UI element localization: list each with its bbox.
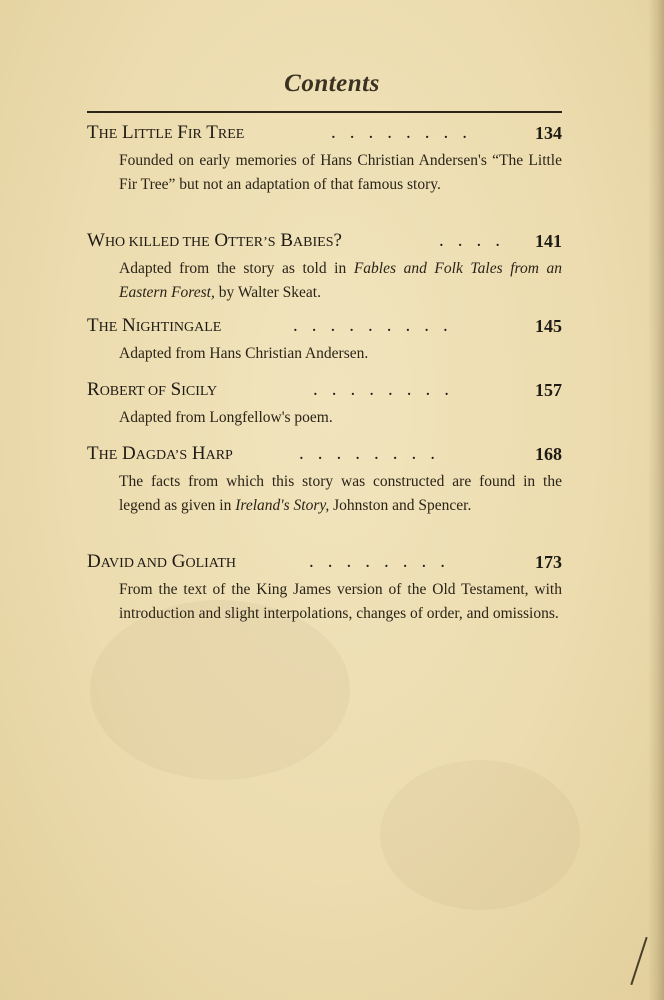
entry-title: ROBERT OF SICILY [87,379,218,400]
entry-description: Founded on early memories of Hans Christian Andersen's “The Little Fir Tree” but not an adaptation of that famous story. [119,152,562,193]
entry-page-number: 141 [535,231,562,251]
entry-title: THE DAGDA’S HARP [87,443,233,464]
entry-page-number: 145 [535,316,562,336]
cited-book-title: Fables and Folk Tales from an Eastern Forest, [119,260,562,301]
pencil-mark [630,937,647,985]
entry-description: The facts from which this story was constructed are found in the legend as given in Ireland's Story, Johnston and Spencer. [119,473,562,514]
dot-leader: .... [439,230,514,251]
cited-book-title: Ireland's Story, [235,497,330,514]
entry-title: THE LITTLE FIR TREE [87,122,245,143]
toc-entry [87,442,562,518]
heading-rule [87,111,562,113]
page-edge-shadow [648,0,664,1000]
entry-page-number: 134 [535,123,562,143]
paper-stain [90,600,350,780]
dot-leader: ......... [293,315,462,336]
entry-title: WHO KILLED THE OTTER’S BABIES? [87,230,342,251]
entry-description: From the text of the King James version of the Old Testament, with introduction and slight interpolations, changes of order, and omissions. [119,581,562,622]
entry-page-number: 173 [535,552,562,572]
dot-leader: ........ [313,379,463,400]
entry-description: Adapted from Longfellow's poem. [119,409,333,426]
dot-leader: ........ [309,551,459,572]
entry-title: THE NIGHTINGALE [87,315,222,336]
paper-stain [380,760,580,910]
entry-page-number: 168 [535,444,562,464]
entry-description: Adapted from Hans Christian Andersen. [119,345,369,362]
dot-leader: ........ [331,122,481,143]
toc-entry [87,121,562,197]
contents-heading: Contents [284,70,380,97]
dot-leader: ........ [299,443,449,464]
toc-entry [87,314,562,366]
toc-entry [87,229,562,305]
entry-title: DAVID AND GOLIATH [87,551,237,572]
toc-entry [87,378,562,430]
entry-description: Adapted from the story as told in Fables and Folk Tales from an Eastern Forest, by Walter Skeat. [119,260,562,301]
toc-entry [87,550,562,626]
entry-page-number: 157 [535,380,562,400]
